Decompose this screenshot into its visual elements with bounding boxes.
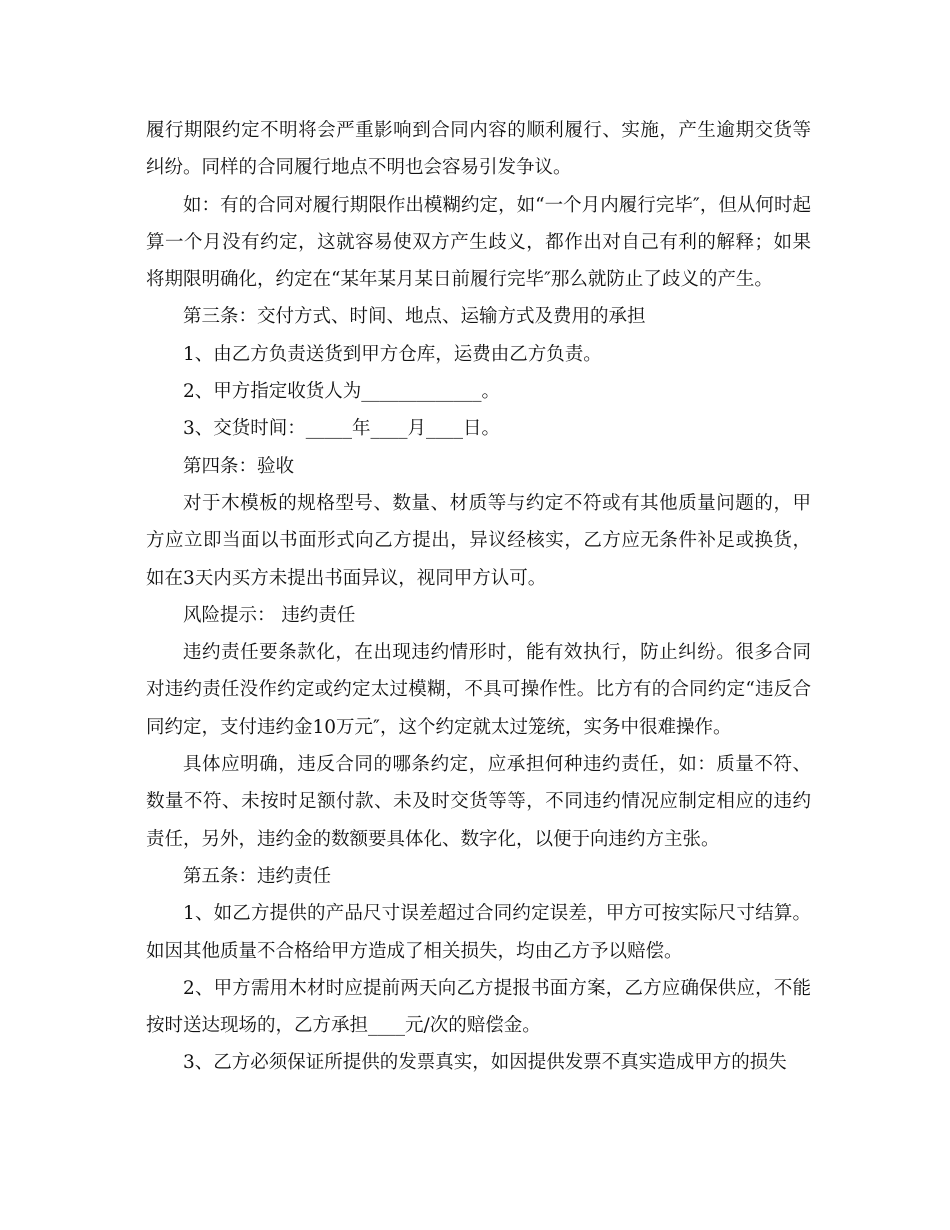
document-body <box>146 112 811 1082</box>
clause-4-body: 对于木模板的规格型号、数量、材质等与约定不符或有其他质量问题的，甲方应立即当面以书面形式向乙方提出，异议经核实，乙方应无条件补足或换货，如在3天内买方未提出书面异议，视同甲方认可。 <box>146 492 811 589</box>
section-heading-article-3: 第三条：交付方式、时间、地点、运输方式及费用的承担 <box>183 306 646 328</box>
risk-paragraph-2: 具体应明确，违反合同的哪条约定，应承担何种违约责任，如：质量不符、数量不符、未按时足额付款、未及时交货等等，不同违约情况应制定相应的违约责任，另外，违约金的数额要具体化、数字化，以便于向违约方主张。 <box>146 754 811 850</box>
clause-3-1: 1、由乙方负责送货到甲方仓库，运费由乙方负责。 <box>183 343 602 365</box>
clause-3-2: 2、甲方指定收货人为_____________。 <box>183 381 501 403</box>
section-heading-article-4: 第四条：验收 <box>183 455 295 477</box>
section-heading-article-5: 第五条：违约责任 <box>183 865 332 887</box>
clause-5-2: 2、甲方需用木材时应提前两天向乙方提报书面方案，乙方应确保供应，不能按时送达现场的，乙方承担____元/次的赔偿金。 <box>146 977 811 1037</box>
risk-paragraph-1: 违约责任要条款化，在出现违约情形时，能有效执行，防止纠纷。很多合同对违约责任没作约定或约定太过模糊，不具可操作性。比方有的合同约定“违反合同约定，支付违约金10万元″，这个约定就太过笼统，实务中很难操作。 <box>146 642 811 738</box>
risk-heading: 风险提示： 违约责任 <box>183 604 356 626</box>
clause-5-3: 3、乙方必须保证所提供的发票真实，如因提供发票不真实造成甲方的损失 <box>183 1052 787 1074</box>
paragraph-continued: 履行期限约定不明将会严重影响到合同内容的顺利履行、实施，产生逾期交货等纠纷。同样的合同履行地点不明也会容易引发争议。 <box>146 120 811 179</box>
paragraph-example: 如：有的合同对履行期限作出模糊约定，如“一个月内履行完毕″，但从何时起算一个月没有约定，这就容易使双方产生歧义，都作出对自己有利的解释；如果将期限明确化，约定在“某年某月某日前履行完毕″那么就防止了歧义的产生。 <box>146 194 811 291</box>
clause-5-1: 1、如乙方提供的产品尺寸误差超过合同约定误差，甲方可按实际尺寸结算。如因其他质量不合格给甲方造成了相关损失，均由乙方予以赔偿。 <box>146 903 811 962</box>
clause-3-3: 3、交货时间：_____年____月____日。 <box>183 418 501 440</box>
